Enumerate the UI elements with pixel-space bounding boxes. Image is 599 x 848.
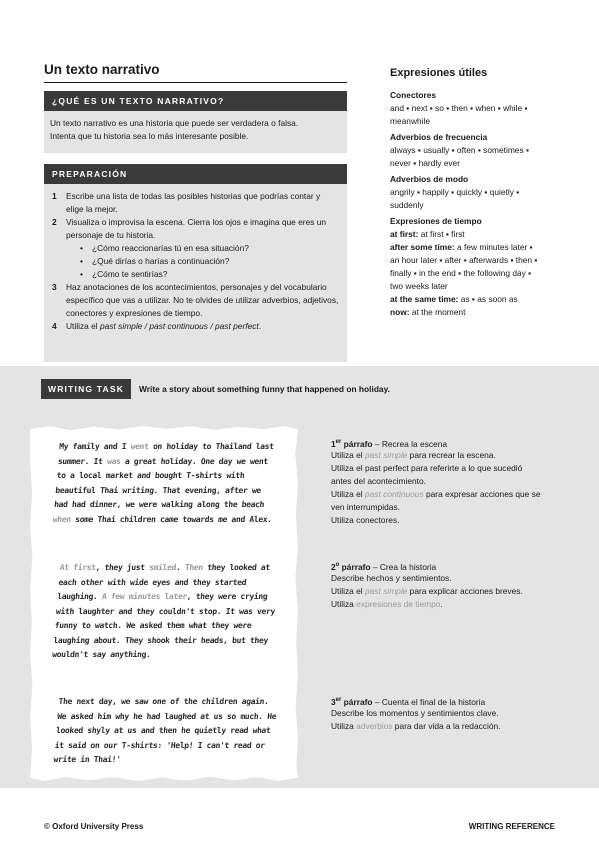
- story-highlight: smiled: [148, 563, 177, 572]
- preparation-step: 3 Haz anotaciones de los acontecimientos, personajes y del vocabulario específico que vas a utilizar. No te olvides de utilizar adverbios, adjetivos, conectores y expresiones de tiempo.: [52, 282, 339, 318]
- story-text: The next day, we saw one of the children again. We asked him why he had laughed at us so much. He looked shyly at us and then he quietly read what it said on our T-shirts: 'Help! I can't read or write in Thai!': [53, 697, 277, 764]
- what-is-panel: [44, 111, 347, 153]
- preparation-section: [44, 164, 347, 362]
- story-text: a great holiday. One day we went to a local market and bought T-shirts with beautiful Thai writing. That evening, after we had had dinner, we were walking along the beach: [53, 456, 269, 509]
- what-is-line-1: Un texto narrativo es una historia que puede ser verdadera o falsa.: [50, 118, 299, 128]
- expressions-heading: Expresiones útiles: [390, 67, 488, 79]
- guide-2-title: 2$^o$ párrafo – Crea la historia: [331, 562, 437, 572]
- time-line: at first: at first ▪ first: [390, 229, 465, 239]
- guide-1-line: antes del acontecimiento.: [331, 476, 426, 486]
- guide-1-line: Utiliza el past perfect para referirte a lo que sucedió: [331, 463, 523, 473]
- time-line: an hour later ▪ after ▪ afterwards ▪ then ▪: [390, 255, 538, 265]
- preparation-step: 1 Escribe una lista de todas las posibles historias que podrías contar y elige la mejor.: [52, 191, 321, 214]
- story-paragraph-2: [52, 561, 283, 663]
- story-paragraph-3: [53, 695, 281, 768]
- guide-3-line: Describe los momentos y sentimientos clave.: [331, 708, 499, 718]
- time-line: finally ▪ in the end ▪ the following day ▪: [390, 268, 532, 278]
- manner-line: angrily ▪ happily ▪ quickly ▪ quietly ▪: [390, 187, 520, 197]
- preparation-panel: [44, 184, 347, 362]
- story-text: .: [175, 563, 186, 572]
- manner-line: suddenly: [390, 200, 424, 210]
- story-text: , they just: [95, 563, 150, 572]
- story-text: they looked at each other with wide eyes and they started laughing.: [56, 563, 271, 601]
- time-line: at the same time: as ▪ as soon as: [390, 294, 518, 304]
- frequency-line: never ▪ hardly ever: [390, 158, 461, 168]
- time-line: now: at the moment: [390, 307, 466, 317]
- expressions-section: [390, 67, 580, 319]
- what-is-line-2: Intenta que tu historia sea lo más interesante posible.: [50, 131, 249, 141]
- guide-paragraph-2: [331, 562, 576, 611]
- footer-section-label: WRITING REFERENCE: [468, 822, 555, 831]
- title-divider: [44, 82, 347, 83]
- frequency-title: Adverbios de frecuencia: [390, 132, 488, 142]
- guide-paragraph-3: [331, 697, 576, 733]
- writing-task-text: Write a story about something funny that happened on holiday.: [139, 384, 390, 394]
- story-text: some Thai children came towards me and Alex.: [70, 514, 273, 524]
- time-line: two weeks later: [390, 281, 448, 291]
- preparation-step: 2 Visualiza o improvisa la escena. Cierra los ojos e imagina que eres un personaje de tu historia. • ¿Cómo reaccionarías tú en esa situación? • ¿Qué dirías o harías a continuación? • ¿Cómo te sentirías?: [52, 216, 339, 281]
- story-text: , they were crying with laughter and they couldn't stop. It was very funny to watch. We asked them what they were laughing about. They shook their heads, but they wouldn't say anything.: [51, 592, 276, 659]
- frequency-line: always ▪ usually ▪ often ▪ sometimes ▪: [390, 145, 529, 155]
- guide-2-line: Describe hechos y sentimientos.: [331, 573, 452, 583]
- preparation-bullet: • ¿Cómo te sentirías?: [80, 268, 339, 281]
- writing-task-label: WRITING TASK: [41, 379, 131, 399]
- preparation-heading: PREPARACIÓN: [44, 164, 347, 184]
- guide-3-title: 3er párrafo – Cuenta el final de la historia: [331, 697, 486, 707]
- guide-3-line: Utiliza adverbios para dar vida a la redacción.: [331, 721, 501, 731]
- preparation-step: 4 Utiliza el past simple / past continuous / past perfect.: [52, 321, 262, 331]
- what-is-section: [44, 91, 347, 153]
- guide-2-line: Utiliza expresiones de tiempo.: [331, 599, 443, 609]
- story-highlight: was: [106, 456, 121, 466]
- connectors-line: meanwhile: [390, 116, 431, 126]
- connectors-line: and ▪ next ▪ so ▪ then ▪ when ▪ while ▪: [390, 103, 528, 113]
- time-title: Expresiones de tiempo: [390, 216, 482, 226]
- guide-1-line: Utiliza conectores.: [331, 515, 400, 525]
- connectors-title: Conectores: [390, 90, 437, 100]
- story-paragraph-1: [52, 440, 282, 527]
- story-highlight: At first: [59, 563, 96, 572]
- guide-1-line: ven interrumpidas.: [331, 502, 400, 512]
- guide-1-line: Utiliza el past continuous para expresar acciones que se: [331, 489, 541, 499]
- guide-paragraph-1: [331, 439, 576, 527]
- story-highlight: went: [130, 442, 149, 451]
- time-line: after some time: a few minutes later ▪: [390, 242, 533, 252]
- guide-2-line: Utiliza el past simple para explicar acciones breves.: [331, 586, 523, 596]
- preparation-bullet: • ¿Qué dirías o harías a continuación?: [80, 255, 339, 268]
- guide-1-title: 1er párrafo – Recrea la escena: [331, 439, 448, 449]
- page-title: Un texto narrativo: [44, 62, 160, 77]
- story-highlight: A few minutes later: [101, 592, 188, 601]
- manner-title: Adverbios de modo: [390, 174, 469, 184]
- story-text: on holiday to Thailand last summer. It: [57, 442, 275, 466]
- story-text: My family and I: [58, 442, 132, 451]
- footer-copyright: © Oxford University Press: [44, 822, 144, 831]
- guide-1-line: Utiliza el past simple para recrear la escena.: [331, 450, 496, 460]
- what-is-heading: ¿QUÉ ES UN TEXTO NARRATIVO?: [44, 91, 347, 111]
- preparation-bullet: • ¿Cómo reaccionarías tú en esa situación?: [80, 242, 339, 255]
- story-highlight: Then: [184, 563, 204, 572]
- story-highlight: when: [52, 514, 72, 524]
